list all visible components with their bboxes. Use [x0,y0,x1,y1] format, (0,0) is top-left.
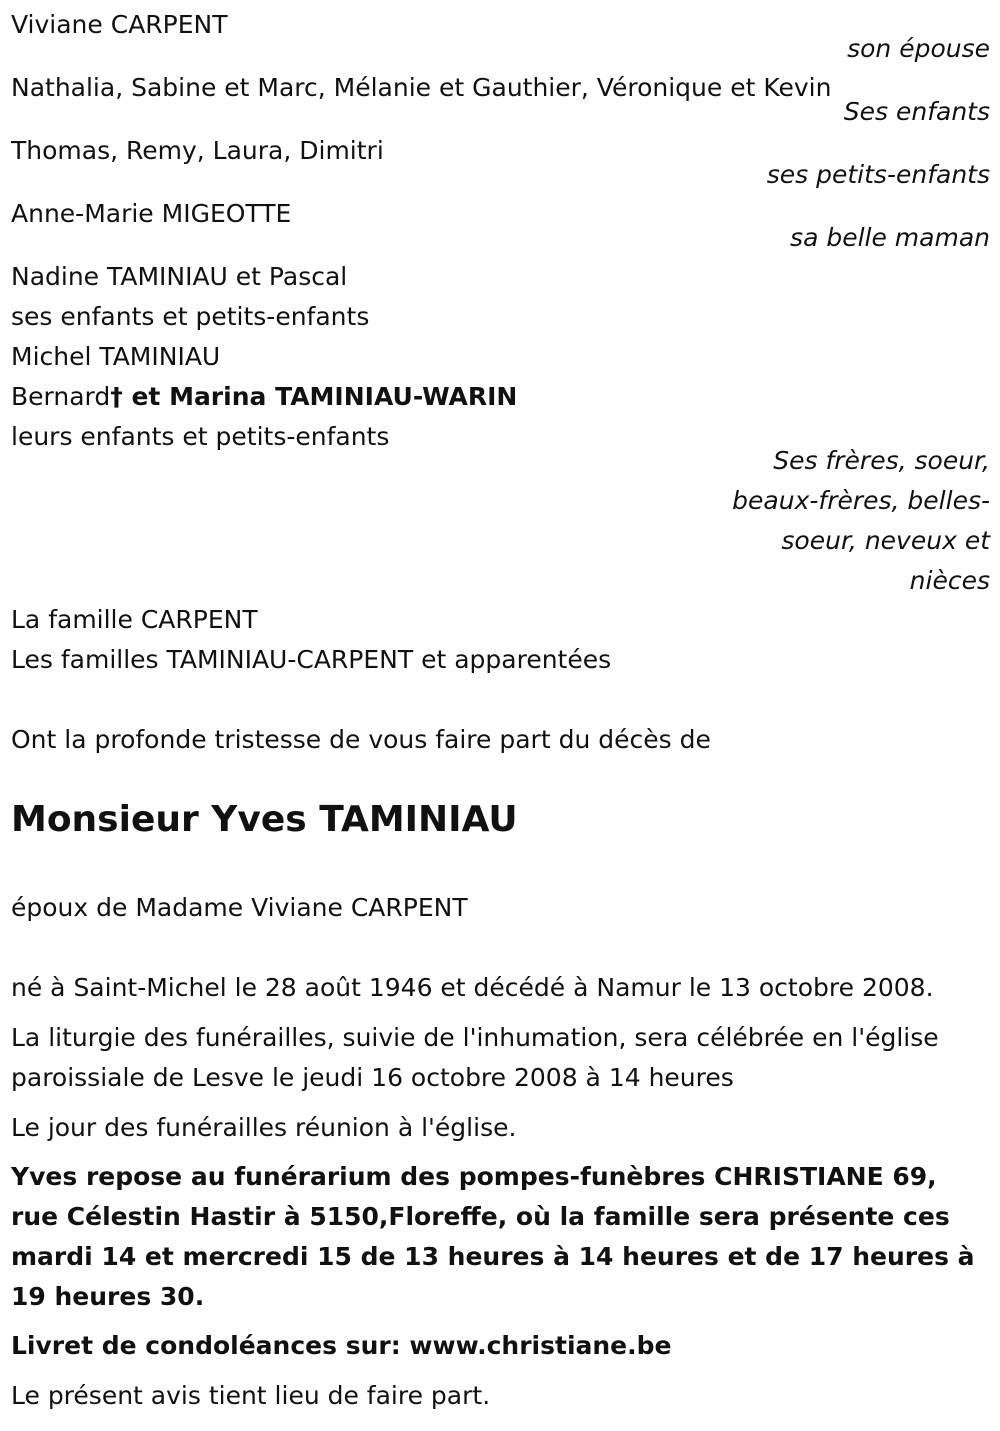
children-role: Ses enfants [843,97,990,126]
spouse-name: Viviane CARPENT [11,10,228,39]
funerarium-text: Yves repose au funérarium des pompes-funèbres CHRISTIANE 69, rue Célestin Hastir à 5150,Floreffe, où la famille sera présente ces mardi 14 et mercredi 15 de 13 heures à 14 heures et de 17 heures à 19 heures 30. [11,1162,975,1311]
family-line: Les familles TAMINIAU-CARPENT et apparentées [11,645,612,674]
deceased-name: Monsieur Yves TAMINIAU [11,799,518,840]
intro-text: Ont la profonde tristesse de vous faire part du décès de [11,725,711,754]
sibling-line: Michel TAMINIAU [11,342,221,371]
mother-in-law-name: Anne-Marie MIGEOTTE [11,199,292,228]
siblings-role: Ses frères, soeur, beaux-frères, belles-soeur, neveux et nièces [732,446,990,595]
sibling-line [11,382,517,412]
reunion-text: Le jour des funérailles réunion à l'église. [11,1113,517,1142]
birth-death: né à Saint-Michel le 28 août 1946 et décédé à Namur le 13 octobre 2008. [11,973,934,1002]
family-line: La famille CARPENT [11,605,258,634]
liturgy-text: La liturgie des funérailles, suivie de l'inhumation, sera célébrée en l'église paroissiale de Lesve le jeudi 16 octobre 2008 à 14 heures [11,1023,939,1092]
spouse-of: époux de Madame Viviane CARPENT [11,893,468,922]
deceased-cross-mark: † et Marina TAMINIAU-WARIN [110,382,518,411]
mother-in-law-role: sa belle maman [790,223,990,252]
sibling-line: leurs enfants et petits-enfants [11,422,390,451]
sibling-line: ses enfants et petits-enfants [11,302,370,331]
grandchildren-role: ses petits-enfants [766,160,990,189]
sibling-line: Nadine TAMINIAU et Pascal [11,262,348,291]
condolences-text: Livret de condoléances sur: www.christiane.be [11,1331,672,1360]
sibling-name: Bernard [11,382,111,411]
grandchildren-names: Thomas, Remy, Laura, Dimitri [11,136,384,165]
spouse-role: son épouse [847,34,990,63]
notice-text: Le présent avis tient lieu de faire part. [11,1381,491,1410]
children-names: Nathalia, Sabine et Marc, Mélanie et Gauthier, Véronique et Kevin [11,73,832,102]
